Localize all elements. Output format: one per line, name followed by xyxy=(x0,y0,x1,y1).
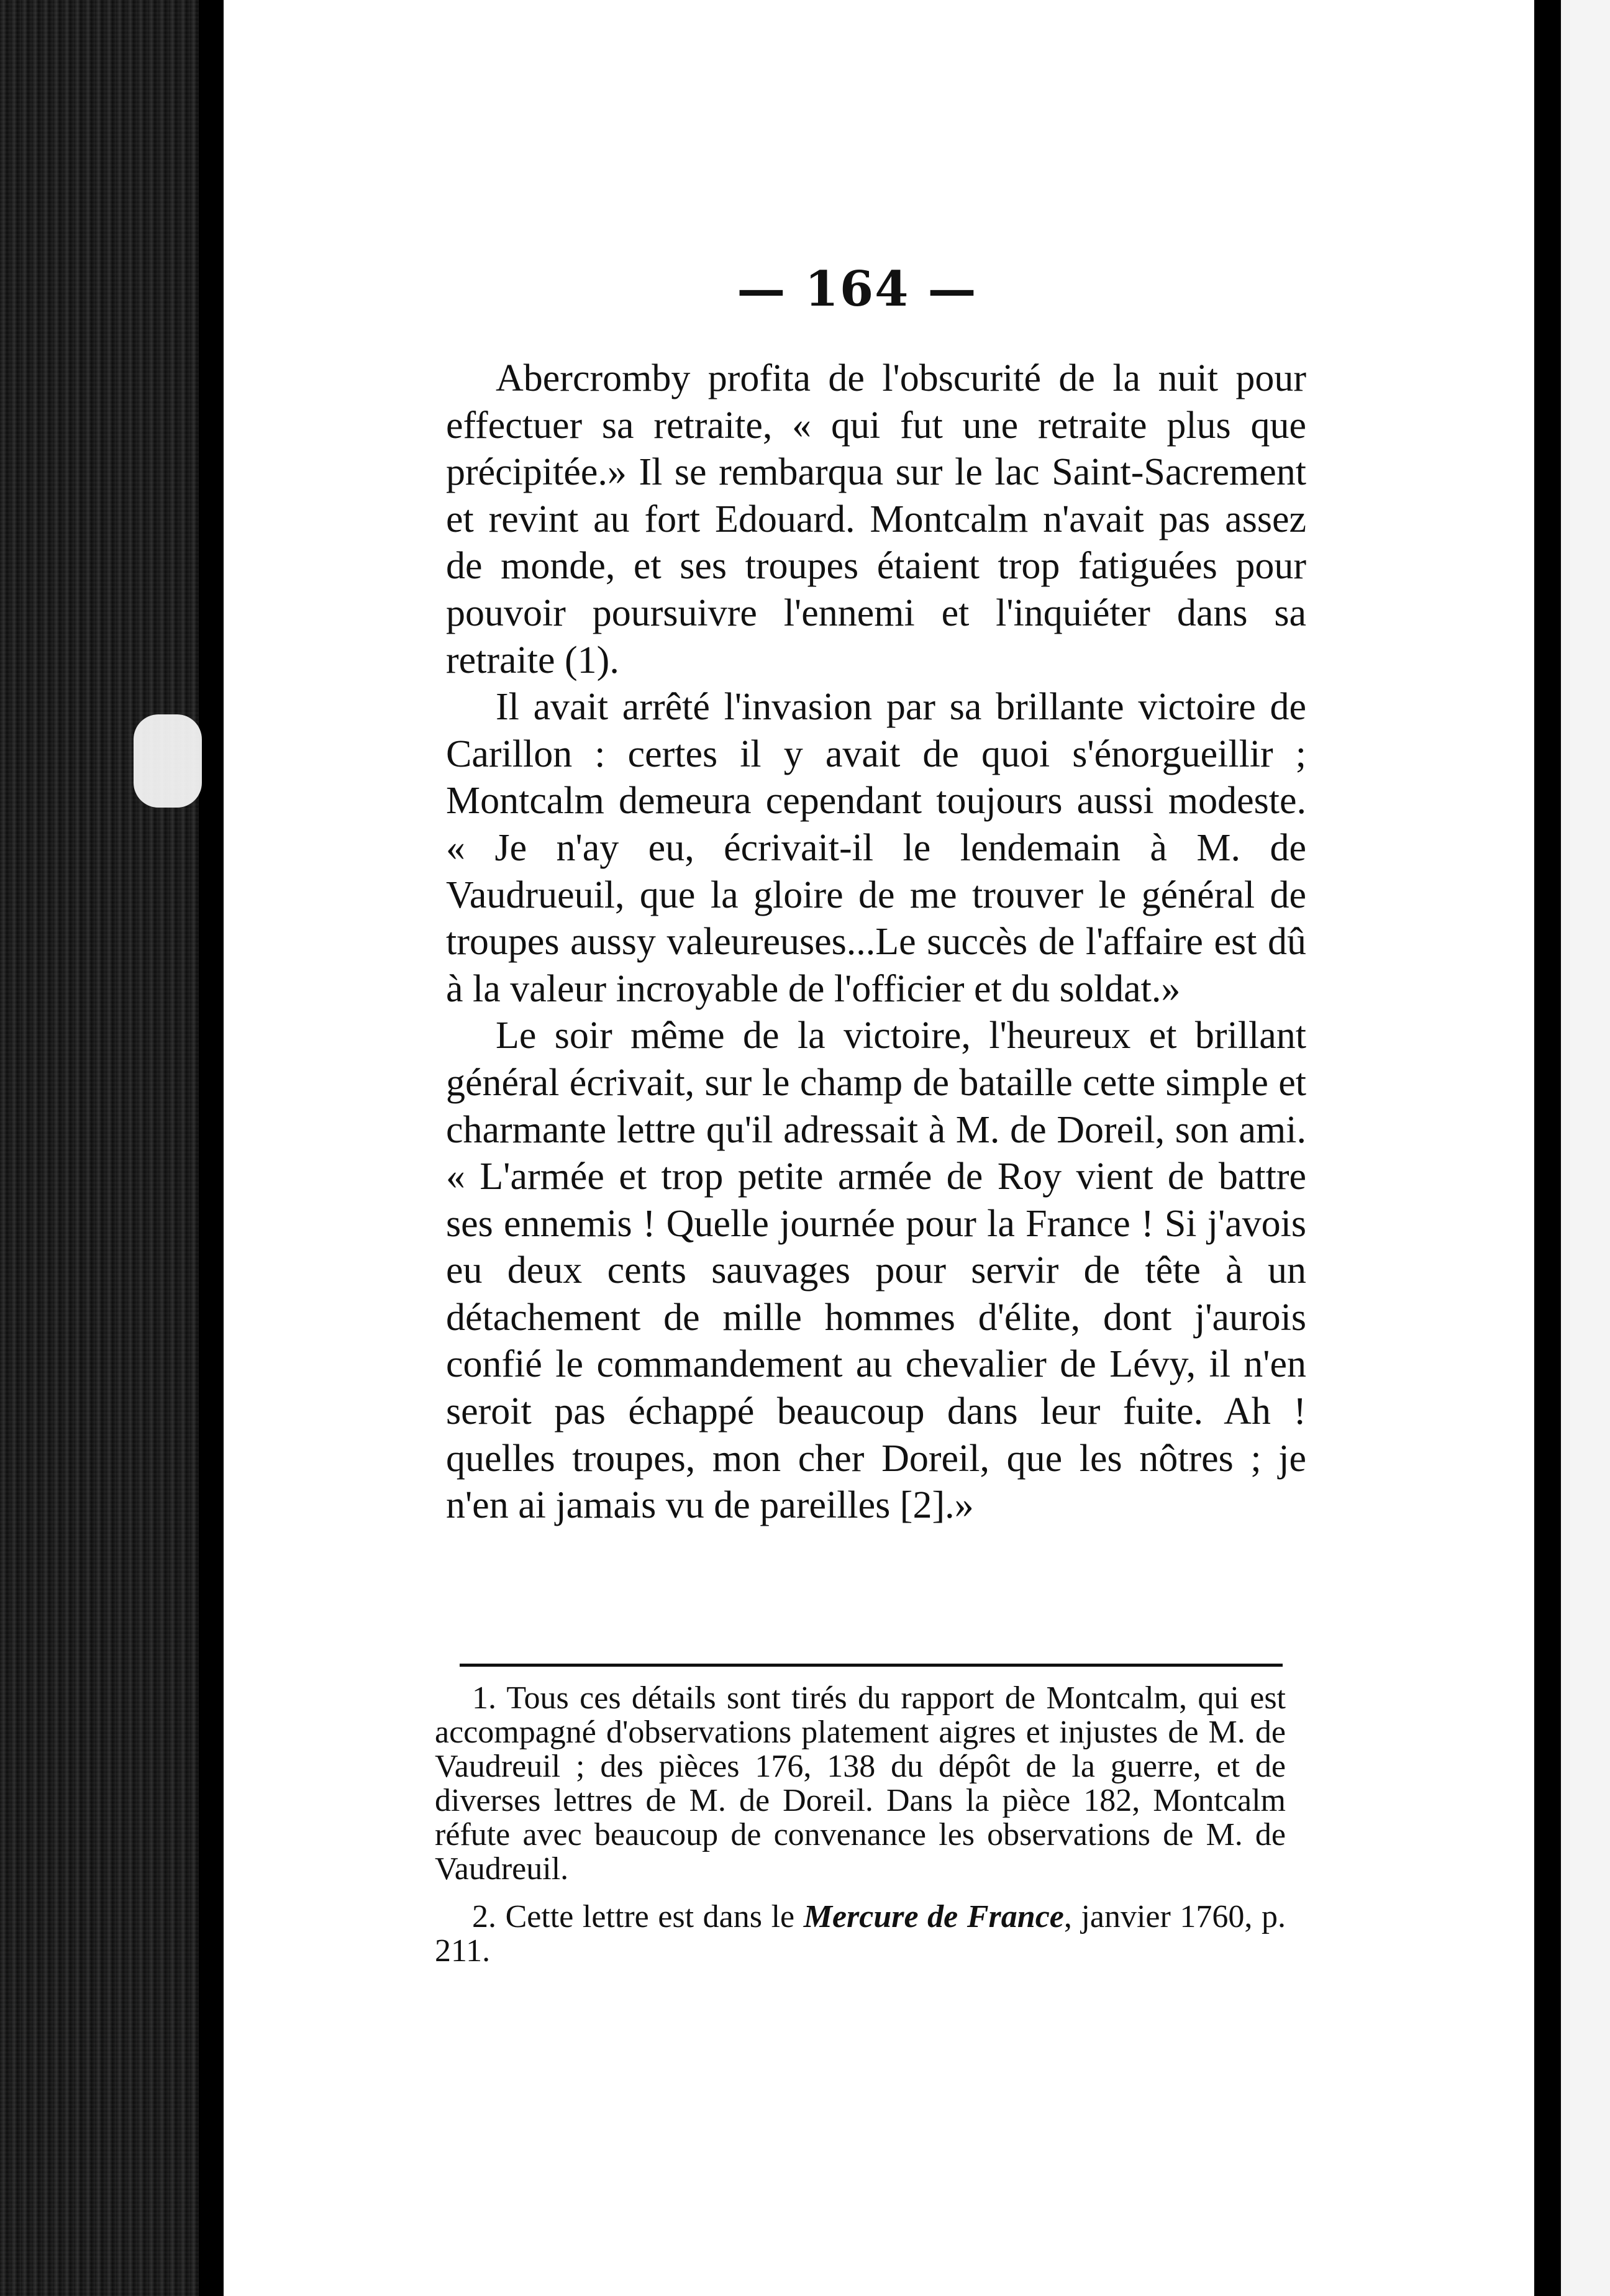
footnotes xyxy=(435,1681,1286,1982)
paragraph: Abercromby profita de l'obscurité de la nuit pour effectuer sa retraite, « qui fut une retraite plus que précipitée.» Il se rembarqua sur le lac Saint-Sacrement et revint au fort Edouard. Montcalm n'avait pas assez de monde, et ses troupes étaient trop fatiguées pour pouvoir poursuivre l'ennemi et l'inquiéter dans sa retraite (1). xyxy=(446,357,1306,681)
footnote-1: 1. Tous ces détails sont tirés du rapport de Montcalm, qui est accompagné d'observations platement aigres et injustes de M. de Vaudreuil ; des pièces 176, 138 du dépôt de la guerre, et de diverses lettres de M. de Doreil. Dans la pièce 182, Montcalm réfute avec beaucoup de convenance les observations de M. de Vaudreuil. xyxy=(435,1680,1286,1887)
book-binding xyxy=(0,0,199,2296)
footnote-divider xyxy=(460,1664,1283,1667)
page-number: — 164 — xyxy=(737,261,978,317)
page-gutter xyxy=(1534,0,1559,2296)
body-text xyxy=(446,355,1306,1529)
paragraph: Il avait arrêté l'invasion par sa brillante victoire de Carillon : certes il y avait de quoi s'énorgueillir ; Montcalm demeura cependant toujours aussi modeste. « Je n'ay eu, écrivait-il le lendemain à M. de Vaudrueuil, que la gloire de me trouver le général de troupes aussy valeureuses...Le succès de l'affaire est dû à la valeur incroyable de l'officier et du soldat.» xyxy=(446,686,1306,1010)
paper-scrap xyxy=(134,714,202,808)
footnote-2-text-end: , janvier 1760, p. 211. xyxy=(435,1899,1286,1969)
paragraph: Le soir même de la victoire, l'heureux et brillant général écrivait, sur le champ de bataille cette simple et charmante lettre qu'il adressait à M. de Doreil, son ami. « L'armée et trop petite armée de Roy vient de battre ses ennemis ! Quelle journée pour la France ! Si j'avois eu deux cents sauvages pour servir de tête à un détachement de mille hommes d'élite, dont j'aurois confié le commandement au chevalier de Lévy, il n'en seroit pas échappé beaucoup dans leur fuite. Ah ! quelles troupes, mon cher Doreil, que les nôtres ; je n'en ai jamais vu de pareilles [2].» xyxy=(446,1014,1306,1527)
footnote-2-title: Mercure de France xyxy=(803,1899,1064,1934)
footnote-2 xyxy=(435,1900,1286,1968)
next-page-edge xyxy=(1559,0,1610,2296)
footnote-2-text: 2. Cette lettre est dans le xyxy=(472,1899,804,1934)
